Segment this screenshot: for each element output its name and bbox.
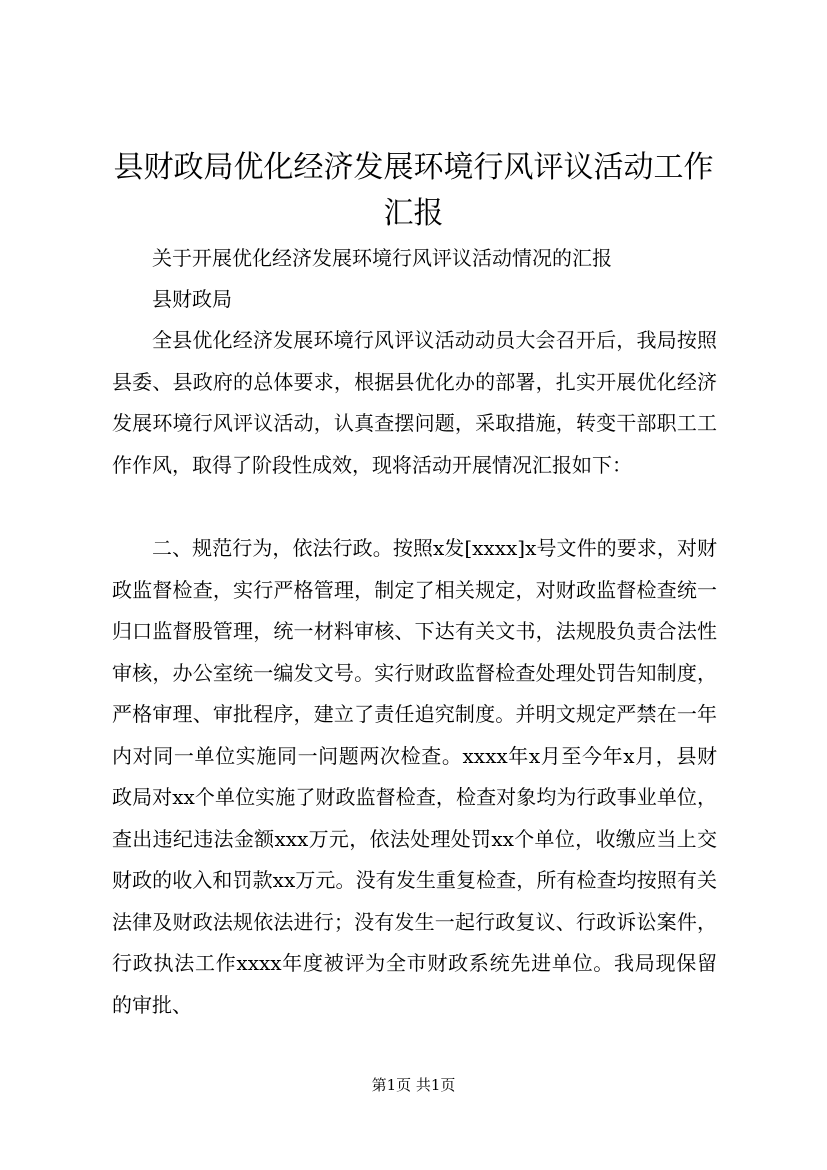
- page-footer: 第1页 共1页: [371, 1076, 456, 1094]
- body-paragraph-section-two: 二、规范行为，依法行政。按照x发[xxxx]x号文件的要求，对财政监督检查，实行严格管理，制定了相关规定，对财政监督检查统一归口监督股管理，统一材料审核、下达有关文书，法规股负责合法性审核，办公室统一编发文号。实行财政监督检查处理处罚告知制度，严格审理、审批程序，建立了责任追究制度。并明文规定严禁在一年内对同一单位实施同一问题两次检查。xxxx年x月至今年x月，县财政局对xx个单位实施了财政监督检查，检查对象均为行政事业单位，查出违纪违法金额xxx万元，依法处理处罚xx个单位，收缴应当上交财政的收入和罚款xx万元。没有发生重复检查，所有检查均按照有关法律及财政法规依法进行；没有发生一起行政复议、行政诉讼案件，行政执法工作xxxx年度被评为全市财政系统先进单位。我局现保留的审批、: [112, 536, 717, 1017]
- document-author: 县财政局: [152, 287, 232, 311]
- document-title: 县财政局优化经济发展环境行风评议活动工作汇报: [113, 150, 714, 231]
- body-paragraph-intro: 全县优化经济发展环境行风评议活动动员大会召开后，我局按照县委、县政府的总体要求，根据县优化办的部署，扎实开展优化经济发展环境行风评议活动，认真查摆问题，采取措施，转变干部职工工作作风，取得了阶段性成效，现将活动开展情况汇报如下：: [112, 328, 717, 477]
- document-subtitle: 关于开展优化经济发展环境行风评议活动情况的汇报: [152, 246, 612, 270]
